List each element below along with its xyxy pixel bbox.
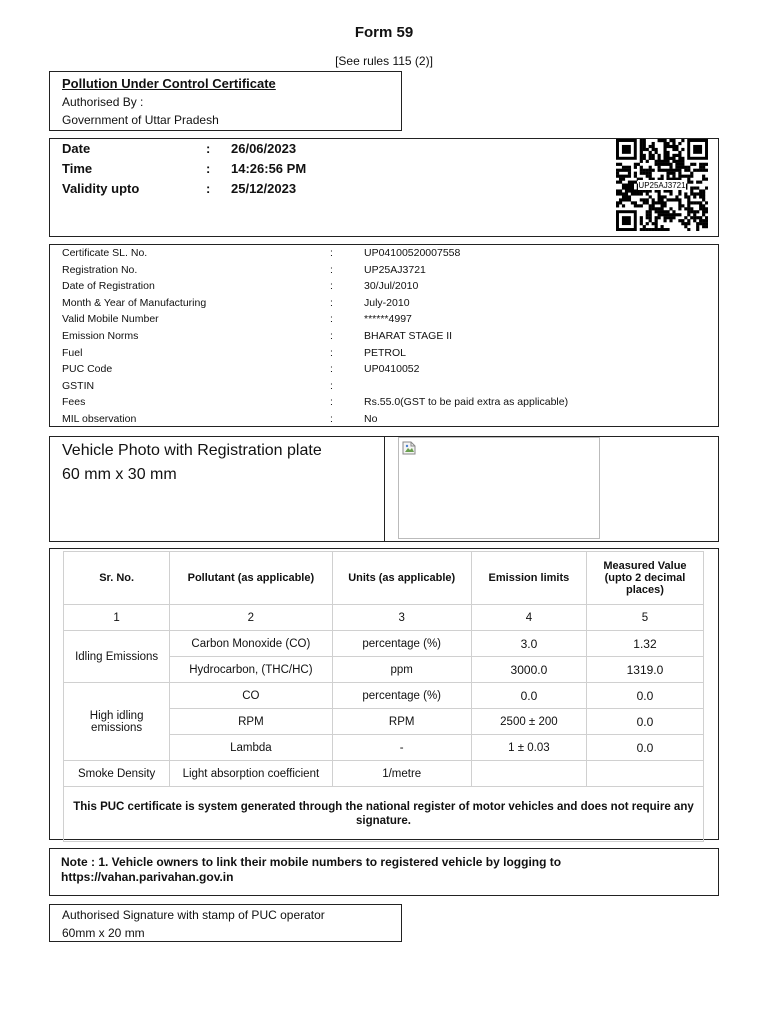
date-value: 26/06/2023 xyxy=(231,141,297,156)
qr-overlay-text: UP25AJ3721 xyxy=(638,181,686,190)
vehicle-details-box xyxy=(49,244,719,427)
table-footer-row xyxy=(64,787,704,842)
detail-label: Date of Registration xyxy=(62,280,155,293)
detail-row xyxy=(62,328,718,344)
group-idling: Idling Emissions xyxy=(64,631,170,683)
detail-row xyxy=(62,245,718,261)
qr-code-icon xyxy=(616,139,708,231)
colon: : xyxy=(206,141,211,156)
unit-cell: ppm xyxy=(332,657,471,683)
colon: : xyxy=(330,396,333,409)
unit-cell: 1/metre xyxy=(332,761,471,787)
photo-size-line: 60 mm x 30 mm xyxy=(62,466,177,483)
index-cell: 5 xyxy=(586,605,703,631)
pollutant-cell: Hydrocarbon, (THC/HC) xyxy=(170,657,332,683)
vehicle-photo-box xyxy=(49,436,719,542)
measured-cell: 0.0 xyxy=(586,735,703,761)
limit-cell: 1 ± 0.03 xyxy=(471,735,586,761)
detail-value: No xyxy=(364,413,378,425)
group-high-idling: High idling emissions xyxy=(64,683,170,761)
table-header-row xyxy=(64,552,704,605)
measured-cell: 0.0 xyxy=(586,709,703,735)
vahan-link[interactable]: https://vahan.parivahan.gov.in xyxy=(61,870,234,884)
note-text: Note : 1. Vehicle owners to link their mobile numbers to registered vehicle by logging to xyxy=(61,855,562,869)
detail-row xyxy=(62,378,718,394)
detail-value: BHARAT STAGE II xyxy=(364,330,453,342)
detail-label: Certificate SL. No. xyxy=(62,247,148,259)
colon: : xyxy=(330,413,333,425)
colon: : xyxy=(330,363,333,376)
detail-value: UP0410052 xyxy=(364,363,420,376)
time-label: Time xyxy=(62,161,93,176)
colon: : xyxy=(330,280,333,293)
detail-label: GSTIN xyxy=(62,379,95,392)
certificate-heading: Pollution Under Control Certificate xyxy=(62,76,276,91)
pollutant-cell: Light absorption coefficient xyxy=(170,761,332,787)
header-units: Units (as applicable) xyxy=(332,552,471,605)
unit-cell: percentage (%) xyxy=(332,683,471,709)
authority-name: Government of Uttar Pradesh xyxy=(62,113,219,127)
table-row xyxy=(64,631,704,657)
system-generated-note: This PUC certificate is system generated through the national register of motor vehicles and does not require any signature. xyxy=(64,787,704,842)
pollutant-cell: CO xyxy=(170,683,332,709)
header-sr-no: Sr. No. xyxy=(64,552,170,605)
detail-label: PUC Code xyxy=(62,363,113,376)
measured-cell: 1.32 xyxy=(586,631,703,657)
colon: : xyxy=(330,296,333,309)
detail-value: ******4997 xyxy=(364,313,412,326)
header-pollutant: Pollutant (as applicable) xyxy=(170,552,332,605)
colon: : xyxy=(206,161,211,176)
measured-cell xyxy=(586,761,703,787)
colon: : xyxy=(330,346,333,359)
rules-subtitle: [See rules 115 (2)] xyxy=(335,54,433,68)
photo-caption-line: Vehicle Photo with Registration plate xyxy=(62,442,322,459)
limit-cell xyxy=(471,761,586,787)
index-cell: 4 xyxy=(471,605,586,631)
colon: : xyxy=(330,330,333,342)
detail-label: Fuel xyxy=(62,346,83,359)
detail-label: Registration No. xyxy=(62,263,138,276)
certificate-authority-box xyxy=(49,71,402,131)
date-validity-box xyxy=(49,138,719,237)
note-box xyxy=(49,848,719,896)
unit-cell: RPM xyxy=(332,709,471,735)
limit-cell: 2500 ± 200 xyxy=(471,709,586,735)
unit-cell: percentage (%) xyxy=(332,631,471,657)
authorised-by-label: Authorised By : xyxy=(62,95,144,109)
time-value: 14:26:56 PM xyxy=(231,161,307,176)
detail-row xyxy=(62,411,718,427)
colon: : xyxy=(206,181,211,196)
limit-cell: 0.0 xyxy=(471,683,586,709)
detail-value: UP04100520007558 xyxy=(364,247,461,259)
colon: : xyxy=(330,313,333,326)
detail-row xyxy=(62,295,718,311)
form-title: Form 59 xyxy=(354,24,414,41)
detail-row xyxy=(62,394,718,410)
vehicle-photo-frame xyxy=(398,437,600,539)
divider xyxy=(384,437,385,541)
colon: : xyxy=(330,247,333,259)
detail-row xyxy=(62,311,718,327)
detail-row xyxy=(62,345,718,361)
index-cell: 3 xyxy=(332,605,471,631)
detail-label: Month & Year of Manufacturing xyxy=(62,296,207,309)
detail-row xyxy=(62,361,718,377)
header-measured-value: Measured Value (upto 2 decimal places) xyxy=(586,552,703,605)
measured-cell: 0.0 xyxy=(586,683,703,709)
detail-label: MIL observation xyxy=(62,413,137,425)
signature-label: Authorised Signature with stamp of PUC operator xyxy=(62,908,325,922)
table-index-row xyxy=(64,605,704,631)
table-row xyxy=(64,683,704,709)
detail-value: UP25AJ3721 xyxy=(364,263,426,276)
detail-label: Valid Mobile Number xyxy=(62,313,159,326)
detail-value: July-2010 xyxy=(364,296,410,309)
detail-value: Rs.55.0(GST to be paid extra as applicable) xyxy=(364,396,569,409)
pollutant-cell: RPM xyxy=(170,709,332,735)
vehicle-photo-caption xyxy=(62,439,322,487)
emission-results-box xyxy=(49,548,719,840)
detail-label: Fees xyxy=(62,396,86,409)
signature-box xyxy=(49,904,402,942)
index-cell: 2 xyxy=(170,605,332,631)
signature-size: 60mm x 20 mm xyxy=(62,926,145,940)
colon: : xyxy=(330,263,333,276)
header-emission-limits: Emission limits xyxy=(471,552,586,605)
detail-label: Emission Norms xyxy=(62,330,139,342)
pollutant-cell: Carbon Monoxide (CO) xyxy=(170,631,332,657)
broken-image-icon xyxy=(402,441,416,455)
group-smoke: Smoke Density xyxy=(64,761,170,787)
validity-label: Validity upto xyxy=(62,181,140,196)
table-row xyxy=(64,761,704,787)
unit-cell: - xyxy=(332,735,471,761)
detail-value: PETROL xyxy=(364,346,407,359)
date-label: Date xyxy=(62,141,91,156)
pollutant-cell: Lambda xyxy=(170,735,332,761)
detail-row xyxy=(62,278,718,294)
index-cell: 1 xyxy=(64,605,170,631)
validity-value: 25/12/2023 xyxy=(231,181,297,196)
limit-cell: 3000.0 xyxy=(471,657,586,683)
limit-cell: 3.0 xyxy=(471,631,586,657)
colon: : xyxy=(330,379,333,392)
detail-value: 30/Jul/2010 xyxy=(364,280,419,293)
detail-row xyxy=(62,262,718,278)
measured-cell: 1319.0 xyxy=(586,657,703,683)
emission-table xyxy=(63,551,704,842)
